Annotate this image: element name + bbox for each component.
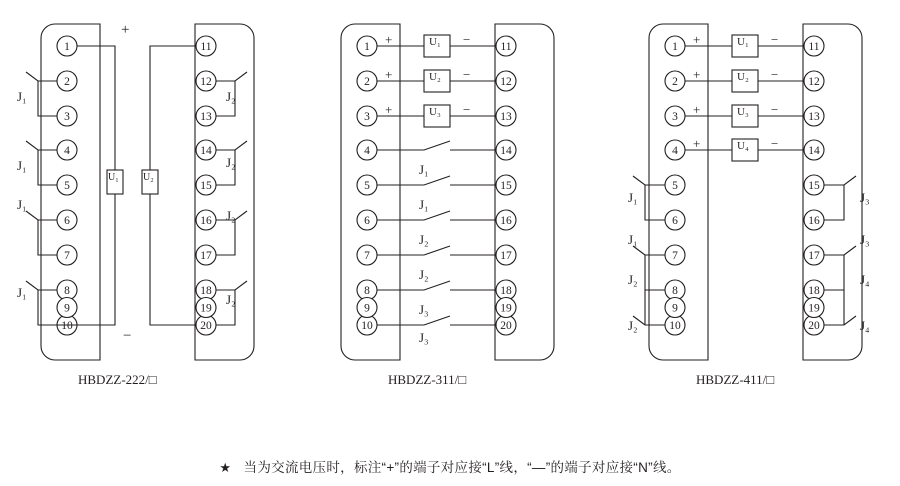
svg-text:14: 14: [200, 145, 212, 157]
svg-text:15: 15: [808, 180, 820, 192]
contact-label-g2-3: J₂: [419, 232, 429, 247]
contact-label-g2-4: J₂: [419, 267, 429, 282]
contact-label-g2-1: J₁: [419, 162, 429, 177]
svg-text:18: 18: [808, 285, 820, 297]
svg-text:20: 20: [500, 320, 512, 332]
caption-hbdzz-311: HBDZZ-311/□: [388, 372, 467, 387]
terminal-number: 19: [200, 302, 212, 315]
svg-text:12: 12: [808, 76, 820, 88]
svg-text:14: 14: [808, 145, 820, 157]
polarity-minus-g2-2: −: [463, 67, 471, 82]
coil-label-u4-g3: U₄: [737, 140, 749, 152]
terminal-number: 19: [500, 302, 512, 315]
footnote: [0, 456, 900, 476]
svg-text:15: 15: [200, 180, 212, 192]
contact-label-g3-left-1: J₁: [628, 190, 638, 205]
polarity-plus-g3-3: +: [693, 102, 701, 117]
svg-text:3: 3: [364, 111, 370, 123]
contact-label-g3-right-1: J₃: [860, 190, 870, 205]
svg-text:7: 7: [64, 250, 70, 262]
svg-text:13: 13: [808, 111, 820, 123]
coil-label-u1-g2: U₁: [429, 36, 441, 48]
svg-text:1: 1: [672, 41, 678, 53]
svg-text:12: 12: [500, 76, 512, 88]
coil-label-u1-g3: U₁: [737, 36, 749, 48]
contact-label-j2-d: J₂: [226, 292, 236, 307]
coil-label-u1-g1: U₁: [108, 172, 119, 183]
contact-label-j2-c: J₂: [226, 208, 236, 223]
contact-label-j2-a: J₂: [226, 89, 236, 104]
caption-hbdzz-411: HBDZZ-411/□: [696, 372, 775, 387]
svg-text:4: 4: [64, 145, 70, 157]
svg-text:10: 10: [361, 320, 373, 332]
svg-text:11: 11: [200, 41, 212, 53]
svg-text:11: 11: [500, 41, 512, 53]
svg-text:5: 5: [64, 180, 70, 192]
contact-label-g3-right-2: J₃: [860, 232, 870, 247]
polarity-minus-g2-1: −: [463, 32, 471, 47]
polarity-plus-g2-2: +: [385, 67, 393, 82]
coil-label-u2-g3: U₂: [737, 71, 749, 83]
polarity-minus-g3-4: −: [771, 136, 779, 151]
contact-label-g3-right-3: J₄: [860, 272, 870, 287]
polarity-minus-g3-1: −: [771, 32, 779, 47]
svg-text:12: 12: [200, 76, 212, 88]
svg-text:8: 8: [364, 285, 370, 297]
svg-text:7: 7: [364, 250, 370, 262]
svg-text:10: 10: [669, 320, 681, 332]
svg-text:6: 6: [364, 215, 370, 227]
star-icon: ★: [219, 460, 232, 475]
contact-label-j1-b: J₁: [17, 158, 27, 173]
contact-label-j1-d: J₁: [17, 285, 27, 300]
svg-text:5: 5: [364, 180, 370, 192]
svg-text:11: 11: [808, 41, 820, 53]
terminal-number: 9: [64, 302, 70, 315]
coil-label-u3-g2: U₃: [429, 106, 441, 118]
svg-text:20: 20: [200, 320, 212, 332]
svg-text:20: 20: [808, 320, 820, 332]
contact-label-g3-right-4: J₄: [860, 318, 870, 333]
svg-text:6: 6: [672, 215, 678, 227]
svg-text:13: 13: [200, 111, 212, 123]
caption-hbdzz-222: HBDZZ-222/□: [78, 372, 157, 387]
svg-text:10: 10: [61, 320, 73, 332]
contact-label-j2-b: J₂: [226, 155, 236, 170]
svg-text:4: 4: [672, 145, 678, 157]
contact-label-g3-left-2: J₁: [628, 232, 638, 247]
polarity-plus-g3-4: +: [693, 136, 701, 151]
svg-text:13: 13: [500, 111, 512, 123]
contact-label-g3-left-3: J₂: [628, 272, 638, 287]
svg-text:1: 1: [64, 41, 70, 53]
terminal-number: 9: [672, 302, 678, 315]
svg-text:7: 7: [672, 250, 678, 262]
svg-text:2: 2: [364, 76, 370, 88]
svg-text:18: 18: [500, 285, 512, 297]
contact-label-j1-a: J₁: [17, 89, 27, 104]
svg-text:17: 17: [200, 250, 212, 262]
contact-label-g2-6: J₃: [419, 330, 429, 345]
coil-label-u3-g3: U₃: [737, 106, 749, 118]
svg-text:17: 17: [808, 250, 820, 262]
svg-text:16: 16: [808, 215, 820, 227]
polarity-minus-g1: −: [123, 328, 132, 344]
polarity-plus-g3-2: +: [693, 67, 701, 82]
polarity-plus-g3-1: +: [693, 32, 701, 47]
svg-text:14: 14: [500, 145, 512, 157]
terminal-number: 9: [364, 302, 370, 315]
polarity-minus-g2-3: −: [463, 102, 471, 117]
svg-text:4: 4: [364, 145, 370, 157]
polarity-plus-g2-3: +: [385, 102, 393, 117]
contact-label-g2-2: J₁: [419, 197, 429, 212]
contact-label-g2-5: J₃: [419, 302, 429, 317]
coil-label-u2-g1: U₂: [143, 172, 154, 183]
svg-text:2: 2: [64, 76, 70, 88]
svg-text:8: 8: [672, 285, 678, 297]
svg-text:16: 16: [200, 215, 212, 227]
polarity-minus-g3-3: −: [771, 102, 779, 117]
svg-text:1: 1: [364, 41, 370, 53]
footnote-text: 当为交流电压时，标注“+”的端子对应接“L”线，“—”的端子对应接“N”线。: [243, 460, 681, 475]
contact-label-g3-left-4: J₂: [628, 318, 638, 333]
svg-text:5: 5: [672, 180, 678, 192]
polarity-plus-g1: +: [121, 22, 130, 38]
svg-text:6: 6: [64, 215, 70, 227]
coil-label-u2-g2: U₂: [429, 71, 441, 83]
svg-text:3: 3: [672, 111, 678, 123]
svg-text:17: 17: [500, 250, 512, 262]
svg-text:16: 16: [500, 215, 512, 227]
svg-text:8: 8: [64, 285, 70, 297]
svg-text:15: 15: [500, 180, 512, 192]
contact-label-j1-c: J₁: [17, 197, 27, 212]
polarity-minus-g3-2: −: [771, 67, 779, 82]
terminal-number: 19: [808, 302, 820, 315]
svg-text:3: 3: [64, 111, 70, 123]
svg-text:2: 2: [672, 76, 678, 88]
polarity-plus-g2-1: +: [385, 32, 393, 47]
svg-text:18: 18: [200, 285, 212, 297]
